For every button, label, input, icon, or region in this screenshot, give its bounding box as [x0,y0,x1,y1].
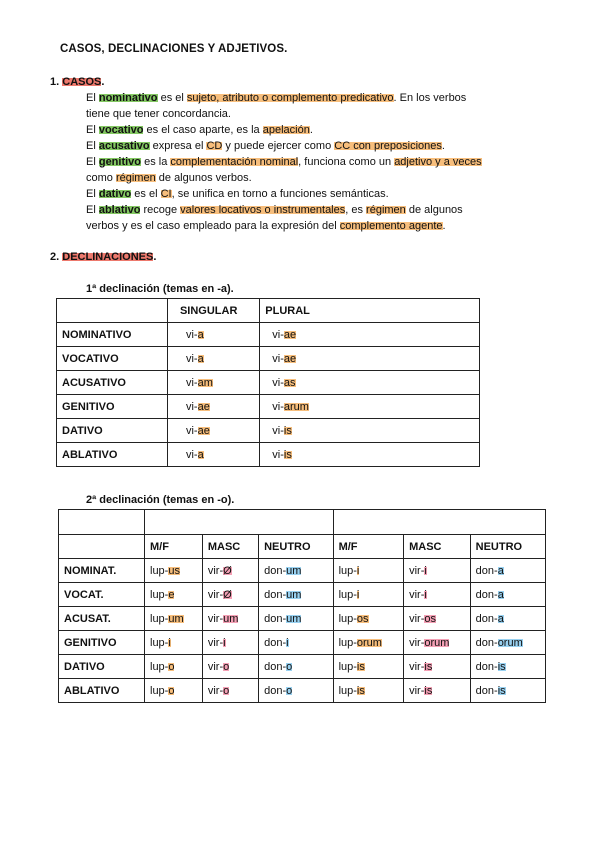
word-ending: e [168,588,175,601]
decl1-table [56,298,480,467]
word-stem: vir- [409,660,425,673]
declension-cell [404,631,471,655]
column-header: MASC [202,535,258,559]
highlighted-term: régimen [366,204,406,216]
word-stem: lup- [338,636,357,649]
word-ending: o [223,684,230,697]
singular-cell [167,347,259,371]
word-stem: vir- [207,636,224,649]
plural-cell [260,419,480,443]
word-ending: os [424,612,436,625]
word-ending: a [197,328,204,341]
table-row [57,419,480,443]
singular-cell [167,323,259,347]
column-header: NEUTRO [470,535,545,559]
case-label: DATIVO [59,655,145,679]
word-ending: a [497,612,504,625]
text-run: es el [157,92,187,104]
word-ending: i [356,588,360,601]
word-ending: o [286,684,293,697]
word-ending: is [283,424,292,437]
table-row [59,583,546,607]
text-run: es el caso aparte, es la [143,124,263,136]
word-stem: vi- [272,352,284,365]
case-label: GENITIVO [59,631,145,655]
word-stem: vir- [207,612,224,625]
section-label: DECLINACIONES [62,251,154,263]
column-header [57,299,168,323]
word-stem: don- [475,660,498,673]
word-stem: don- [475,684,498,697]
word-stem: vi- [272,328,284,341]
word-stem: vir- [409,564,425,577]
word-stem: lup- [338,564,357,577]
table-row [59,631,546,655]
text-run: . En los verbos [393,92,467,104]
word-ending: Ø [223,588,232,601]
word-stem: vi- [272,448,284,461]
highlighted-term: vocativo [98,124,144,136]
word-stem: don- [475,564,498,577]
declension-cell [333,679,404,703]
highlighted-term: genitivo [98,156,142,168]
declension-cell [145,583,203,607]
table-header-row [57,299,480,323]
text-run: El [86,124,99,136]
word-ending: ae [283,352,297,365]
text-run: es el [131,188,161,200]
word-stem: don- [264,636,287,649]
word-stem: don- [475,612,498,625]
text-run: El [86,92,99,104]
word-stem: vir- [409,684,425,697]
word-stem: lup- [338,612,357,625]
declension-cell [259,655,333,679]
declension-cell [259,583,333,607]
declension-cell [333,655,404,679]
word-ending: o [223,660,230,673]
casos-line [86,90,516,106]
word-ending: orum [424,636,450,649]
case-label: GENITIVO [57,395,168,419]
word-stem: vi- [272,400,284,413]
declension-cell [202,631,258,655]
empty-cell [59,510,145,535]
text-run: El [86,140,99,152]
word-stem: vi- [272,376,284,389]
word-ending: is [424,660,433,673]
word-ending: is [497,684,506,697]
table-row [57,395,480,419]
declension-cell [202,679,258,703]
text-run: tiene que tener concordancia. [86,108,231,120]
word-stem: vi- [185,448,198,461]
declension-cell [259,631,333,655]
word-stem: vir- [207,684,224,697]
word-stem: vi- [272,424,284,437]
word-ending: o [286,660,293,673]
declension-cell [404,583,471,607]
decl2-heading: 2ª declinación (temas en -o). [86,494,235,506]
declension-cell [404,655,471,679]
plural-group-cell [333,510,545,535]
declension-cell [202,607,258,631]
word-ending: is [497,660,506,673]
word-ending: ae [283,328,297,341]
word-ending: orum [356,636,382,649]
section-suffix: . [101,76,105,88]
casos-line [86,218,516,234]
text-run: de algunos verbos. [155,172,252,184]
declension-cell [470,631,545,655]
word-stem: don- [475,636,498,649]
table-row [57,443,480,467]
text-run: El [86,204,99,216]
plural-cell [260,347,480,371]
case-label: VOCAT. [59,583,145,607]
case-label: DATIVO [57,419,168,443]
text-run: como [86,172,116,184]
plural-cell [260,395,480,419]
declension-cell [333,607,404,631]
word-ending: Ø [223,564,232,577]
word-ending: us [168,564,180,577]
declension-cell [145,559,203,583]
case-label: NOMINATIVO [57,323,168,347]
word-ending: is [356,684,365,697]
section-suffix: . [153,251,157,263]
table-row [59,679,546,703]
declension-cell [470,559,545,583]
case-label: ABLATIVO [57,443,168,467]
word-ending: is [283,448,292,461]
word-stem: vi- [185,424,198,437]
declension-cell [333,583,404,607]
table-row [57,371,480,395]
table-row [59,607,546,631]
plural-cell [260,323,480,347]
word-ending: i [168,636,171,649]
casos-paragraph [86,90,516,234]
word-ending: i [424,588,427,601]
table-group-row [59,510,546,535]
declension-cell [470,583,545,607]
casos-line [86,138,516,154]
word-ending: um [286,612,302,625]
casos-line [86,154,516,170]
declension-cell [470,607,545,631]
word-ending: os [356,612,369,625]
word-ending: i [286,636,289,649]
text-run: y puede ejercer como [222,140,335,152]
word-stem: lup- [338,684,357,697]
word-ending: a [197,448,204,461]
table-row [57,347,480,371]
declension-cell [145,607,203,631]
declension-cell [202,583,258,607]
declension-cell [145,655,203,679]
decl2-table [58,509,546,703]
declension-cell [202,559,258,583]
word-ending: a [497,588,504,601]
declension-cell [470,679,545,703]
word-ending: orum [497,636,523,649]
text-run: verbos y es el caso empleado para la expresión del [86,220,340,232]
word-ending: ae [197,400,210,413]
word-ending: is [356,660,365,673]
word-stem: vi- [185,400,198,413]
text-run: de algunos [405,204,463,216]
word-ending: arum [283,400,309,413]
word-stem: don- [264,660,287,673]
word-ending: ae [197,424,210,437]
highlighted-term: régimen [115,172,156,184]
word-stem: vir- [207,660,224,673]
text-run: El [86,188,99,200]
text-run: . [309,124,313,136]
word-ending: i [223,636,226,649]
word-stem: lup- [150,612,169,625]
word-ending: a [197,352,204,365]
word-stem: vir- [409,636,425,649]
declension-cell [259,679,333,703]
word-stem: vi- [185,376,198,389]
highlighted-term: CC con preposiciones [334,140,442,152]
declension-cell [470,655,545,679]
table-header-row [59,535,546,559]
column-header: M/F [145,535,203,559]
section-casos-heading [50,76,104,88]
highlighted-term: acusativo [98,140,150,152]
case-label: VOCATIVO [57,347,168,371]
singular-cell [167,419,259,443]
word-ending: i [356,564,360,577]
word-stem: lup- [150,588,169,601]
highlighted-term: dativo [98,188,132,200]
casos-line [86,202,516,218]
text-run: El [86,156,99,168]
word-ending: is [424,684,433,697]
text-run: es la [141,156,171,168]
section-label: CASOS [62,76,102,88]
word-ending: o [168,660,175,673]
section-number: 1. [50,76,60,88]
word-ending: a [497,564,504,577]
word-stem: lup- [338,588,357,601]
page-title: CASOS, DECLINACIONES Y ADJETIVOS. [60,43,288,55]
word-stem: vi- [185,328,198,341]
word-stem: lup- [150,660,169,673]
section-number: 2. [50,251,60,263]
highlighted-term: nominativo [98,92,158,104]
text-run: . [442,220,446,232]
word-stem: don- [475,588,498,601]
text-run: , es [345,204,367,216]
word-ending: o [168,684,175,697]
highlighted-term: sujeto, atributo o complemento predicativo [186,92,394,104]
declension-cell [404,559,471,583]
word-stem: lup- [150,636,169,649]
word-stem: vi- [185,352,198,365]
table-row [59,655,546,679]
section-declinaciones-heading [50,251,156,263]
highlighted-term: apelación [262,124,310,136]
word-stem: don- [264,612,287,625]
word-ending: um [168,612,184,625]
highlighted-term: complemento agente [339,220,443,232]
word-stem: lup- [150,564,169,577]
word-stem: don- [264,564,287,577]
word-stem: lup- [150,684,169,697]
table-row [57,323,480,347]
declension-cell [202,655,258,679]
word-ending: um [286,564,302,577]
declension-cell [404,607,471,631]
highlighted-term: CI [160,188,172,200]
casos-line [86,186,516,202]
column-header: SINGULAR [167,299,259,323]
declension-cell [145,631,203,655]
highlighted-term: ablativo [98,204,141,216]
text-run: , funciona como un [298,156,395,168]
declension-cell [259,607,333,631]
highlighted-term: complementación nominal [170,156,299,168]
word-ending: um [223,612,239,625]
highlighted-term: adjetivo y a veces [394,156,482,168]
word-stem: don- [264,684,287,697]
singular-group-cell [145,510,334,535]
case-label: ACUSATIVO [57,371,168,395]
singular-cell [167,395,259,419]
singular-cell [167,443,259,467]
declension-cell [404,679,471,703]
column-header: M/F [333,535,404,559]
plural-cell [260,443,480,467]
casos-line [86,170,516,186]
case-label: ABLATIVO [59,679,145,703]
text-run: recoge [140,204,181,216]
highlighted-term: CD [206,140,223,152]
word-stem: vir- [207,564,224,577]
declension-cell [333,631,404,655]
column-header: NEUTRO [259,535,333,559]
word-stem: lup- [338,660,357,673]
casos-line [86,106,516,122]
column-header: PLURAL [260,299,480,323]
word-stem: don- [264,588,287,601]
declension-cell [259,559,333,583]
word-ending: as [283,376,296,389]
case-label: NOMINAT. [59,559,145,583]
text-run: . [441,140,445,152]
decl1-heading: 1ª declinación (temas en -a). [86,283,234,295]
highlighted-term: valores locativos o instrumentales [180,204,346,216]
table-row [59,559,546,583]
word-stem: vir- [409,588,425,601]
plural-cell [260,371,480,395]
column-header [59,535,145,559]
word-ending: am [197,376,213,389]
word-ending: i [424,564,427,577]
text-run: expresa el [149,140,207,152]
casos-line [86,122,516,138]
text-run: , se unifica en torno a funciones semánticas. [171,188,389,200]
word-stem: vir- [207,588,224,601]
declension-cell [333,559,404,583]
declension-cell [145,679,203,703]
word-stem: vir- [409,612,425,625]
column-header: MASC [404,535,471,559]
singular-cell [167,371,259,395]
case-label: ACUSAT. [59,607,145,631]
word-ending: um [286,588,302,601]
